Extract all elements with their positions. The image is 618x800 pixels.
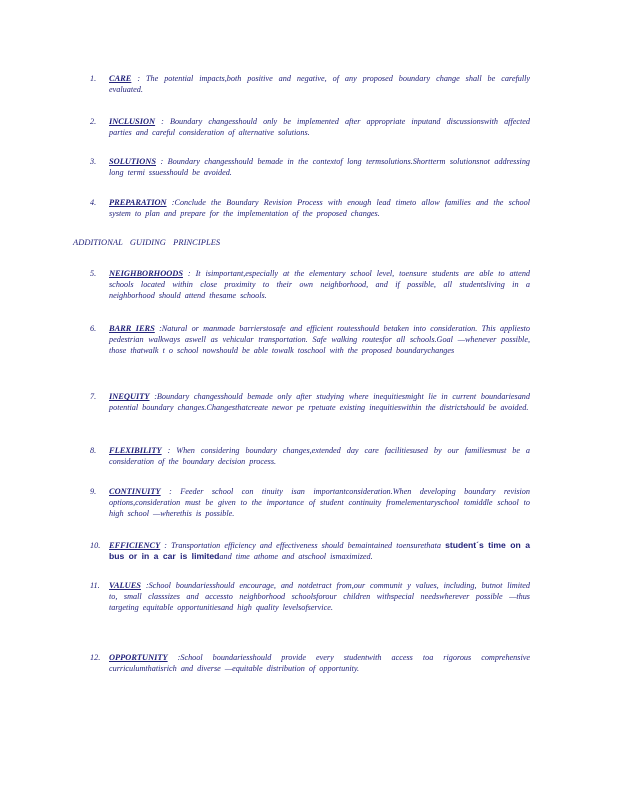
principle-values bbox=[90, 580, 530, 613]
item-term: INEQUITY bbox=[109, 392, 150, 401]
item-body-emphasis: student´s time on a bus or in a car is limited bbox=[109, 540, 530, 561]
item-text-block bbox=[109, 486, 530, 519]
item-text-block bbox=[109, 323, 530, 356]
item-body: : When considering boundary changes,extended day care facilitiesused by our familiesmust be a consideration of the boundary decision process. bbox=[109, 446, 531, 466]
item-term: INCLUSION bbox=[109, 117, 156, 126]
item-term: SOLUTIONS bbox=[109, 157, 156, 166]
principle-flexibility bbox=[90, 445, 530, 467]
item-body: : Boundary changesshould only be implemented after appropriate inputand discussionswith affected parties and careful consideration of alternative solutions. bbox=[109, 117, 530, 137]
item-body: :Conclude the Boundary Revision Process with enough lead timeto allow families and the school system to plan and prepare for the implementation of the proposed changes. bbox=[109, 198, 531, 218]
item-number: 8. bbox=[90, 446, 97, 455]
item-body-tail: and time athome and atschool ismaximized. bbox=[219, 552, 373, 561]
item-text-block bbox=[109, 540, 530, 562]
item-text-block bbox=[109, 391, 530, 413]
item-text-block bbox=[109, 116, 530, 138]
item-term: BARR IERS bbox=[109, 324, 155, 333]
principle-neighborhoods bbox=[90, 268, 530, 301]
item-term: EFFICIENCY bbox=[109, 541, 161, 550]
principle-care bbox=[90, 73, 530, 95]
item-number: 4. bbox=[90, 198, 97, 207]
item-body: : It isimportant,especially at the elementary school level, toensure students are able to attend schools located within close proximity to their own neighborhood, and if possible, all studentsliving in a neighborhood should attend thesame schools. bbox=[109, 269, 531, 300]
item-number: 10. bbox=[90, 541, 101, 550]
item-number: 12. bbox=[90, 653, 101, 662]
item-term: CONTINUITY bbox=[109, 487, 161, 496]
item-text-block bbox=[109, 156, 530, 178]
principle-opportunity bbox=[90, 652, 530, 674]
principle-inequity bbox=[90, 391, 530, 413]
item-term: CARE bbox=[109, 74, 132, 83]
item-number: 3. bbox=[90, 157, 97, 166]
item-body: :Natural or manmade barrierstosafe and efficient routesshould betaken into consideration. This appliesto pedestrian walkways aswell as vehicular transportation. Safe walking routesfor all schools.Goal —whenever possible, those thatwalk t o school nowshould be able towalk toschool with the proposed boundarychanges bbox=[109, 324, 531, 355]
item-term: FLEXIBILITY bbox=[109, 446, 162, 455]
principle-inclusion bbox=[90, 116, 530, 138]
principle-solutions bbox=[90, 156, 530, 178]
item-text-block bbox=[109, 580, 530, 613]
item-number: 6. bbox=[90, 324, 97, 333]
item-body: : The potential impacts,both positive and negative, of any proposed boundary change shall be carefully evaluated. bbox=[109, 74, 531, 94]
item-number: 5. bbox=[90, 269, 97, 278]
principle-efficiency bbox=[90, 540, 530, 562]
item-text-block bbox=[109, 73, 530, 95]
item-term: PREPARATION bbox=[109, 198, 167, 207]
item-text-block bbox=[109, 197, 530, 219]
item-text-block bbox=[109, 652, 530, 674]
item-text-block bbox=[109, 268, 530, 301]
item-body: :School boundariesshould provide every studentwith access toa rigorous comprehensive curriculumthatisrich and diverse —equitable distribution of opportunity. bbox=[109, 653, 530, 673]
item-term: VALUES bbox=[109, 581, 141, 590]
item-number: 2. bbox=[90, 117, 97, 126]
section-heading: ADDITIONAL GUIDING PRINCIPLES bbox=[73, 238, 221, 247]
item-number: 7. bbox=[90, 392, 97, 401]
item-body: : Transportation efficiency and effectiveness should bemaintained toensurethata bbox=[164, 541, 441, 550]
item-term: NEIGHBORHOODS bbox=[109, 269, 183, 278]
item-body: :School boundariesshould encourage, and notdetract from,our communit y values, including, butnot limited to, small classsizes and accessto neighborhood schoolsforour children withspecial needswherever possible —thus targeting equitable opportunitiesand high quality levelsofservice. bbox=[109, 581, 530, 612]
item-number: 1. bbox=[90, 74, 97, 83]
principle-preparation bbox=[90, 197, 530, 219]
principle-barriers bbox=[90, 323, 530, 356]
item-body: :Boundary changesshould bemade only after studying where inequitiesmight lie in current boundariesand potential boundary changes.Changesthatcreate newor pe rpetuate existing inequitieswithin the districtshould be avoided. bbox=[109, 392, 530, 412]
item-term: OPPORTUNITY bbox=[109, 653, 168, 662]
item-number: 9. bbox=[90, 487, 97, 496]
item-number: 11. bbox=[90, 581, 100, 590]
item-body: : Boundary changesshould bemade in the contextof long termsolutions.Shortterm solutionsnot addressing long termi ssuesshould be avoided. bbox=[109, 157, 531, 177]
principle-continuity bbox=[90, 486, 530, 519]
item-body: : Feeder school con tinuity isan importantconsideration.When developing boundary revision options,consideration must be given to the importance of student continuity fromelementaryschool tomiddle school to high school —wherethis is possible. bbox=[109, 487, 530, 518]
item-text-block bbox=[109, 445, 530, 467]
